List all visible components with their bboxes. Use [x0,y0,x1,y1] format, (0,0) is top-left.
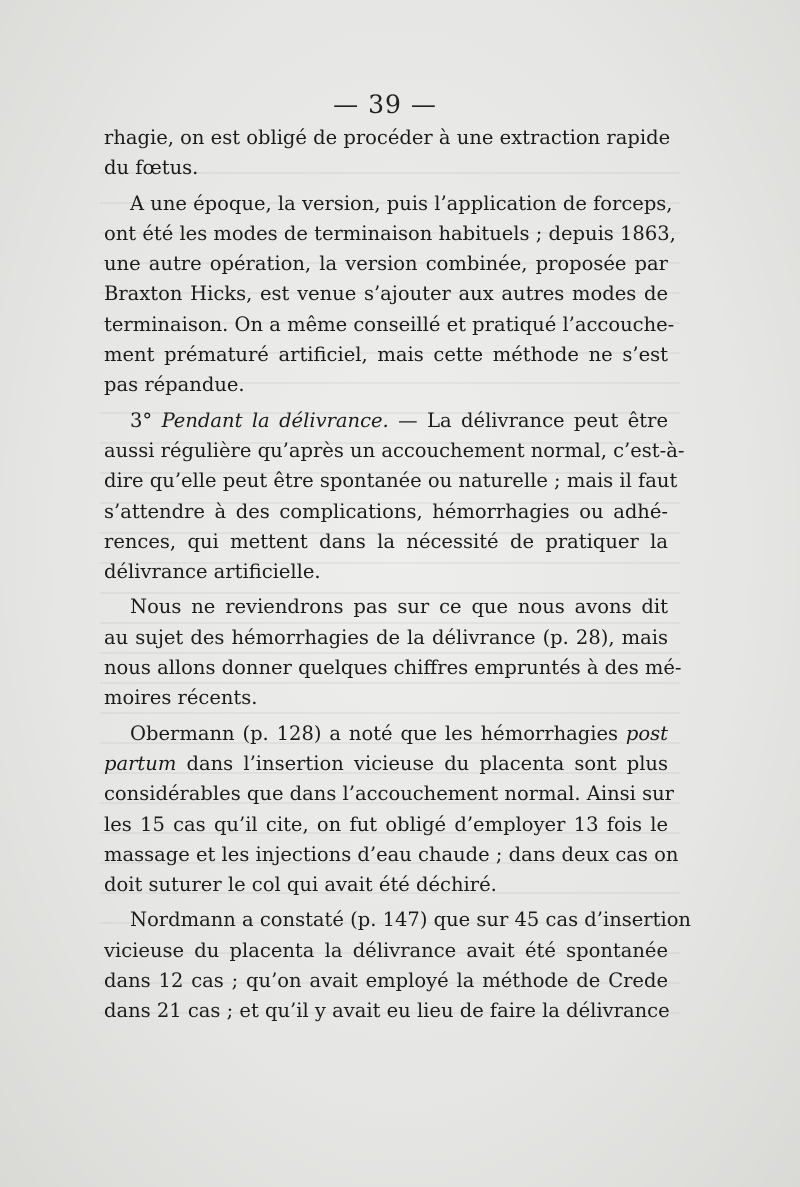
text-line: pas répandue. [104,373,245,397]
text-fragment: dans l’insertion vicieuse du placenta sont plus [176,751,668,775]
section-heading: Pendant la délivrance. [161,408,389,432]
section-number: 3° [130,408,162,432]
text-line: A une époque, la version, puis l’application de forceps, [130,191,673,215]
text-line [104,406,668,436]
paragraph-2 [104,189,676,401]
paragraph-4 [104,592,682,713]
italic-term: partum [104,751,177,775]
text-line: une autre opération, la version combinée, proposée par [104,252,668,276]
text-line: ment prématuré artificiel, mais cette méthode ne s’est [104,343,668,367]
text-line: considérables que dans l’accouchement normal. Ainsi sur [104,782,674,806]
text-line: du fœtus. [104,156,199,180]
paragraph-1 [104,123,671,184]
paragraph-5 [104,719,679,901]
text-line: Nous ne reviendrons pas sur ce que nous avons dit [130,595,668,619]
page-number: — 39 — [333,90,437,119]
text-fragment: Obermann (p. 128) a noté que les hémorrhagies [130,721,626,745]
text-line: délivrance artificielle. [104,560,321,584]
text-line: massage et les injections d’eau chaude ; dans deux cas on [104,842,679,866]
text-line: s’attendre à des complications, hémorrhagies ou adhé- [104,499,668,523]
text-line: au sujet des hémorrhagies de la délivrance (p. 28), mais [104,625,668,649]
body-text [104,123,691,1032]
text-line: dans 21 cas ; et qu’il y avait eu lieu de faire la délivrance [104,999,670,1023]
text-line [104,719,668,749]
text-line: les 15 cas qu’il cite, on fut obligé d’employer 13 fois le [104,812,668,836]
text-line: Nordmann a constaté (p. 147) que sur 45 cas d’insertion [130,908,691,932]
text-line: Braxton Hicks, est venue s’ajouter aux autres modes de [104,282,668,306]
text-line: dans 12 cas ; qu’on avait employé la méthode de Crede [104,969,668,993]
text-line: vicieuse du placenta la délivrance avait été spontanée [104,938,668,962]
text-line: aussi régulière qu’après un accouchement normal, c’est-à- [104,438,685,462]
text-line: ont été les modes de terminaison habituels ; depuis 1863, [104,221,676,245]
paragraph-3 [104,406,685,588]
text-line: dire qu’elle peut être spontanée ou naturelle ; mais il faut [104,469,678,493]
text-fragment: — La délivrance peut être [388,408,668,432]
text-line: terminaison. On a même conseillé et pratiqué l’accouche- [104,312,675,336]
text-line [104,749,668,779]
text-line: nous allons donner quelques chiffres empruntés à des mé- [104,656,682,680]
italic-term: post [625,721,668,745]
text-line: moires récents. [104,686,258,710]
text-line: rhagie, on est obligé de procéder à une extraction rapide [104,126,671,149]
text-line: rences, qui mettent dans la nécessité de pratiquer la [104,529,668,553]
paragraph-6 [104,905,691,1026]
text-line: doit suturer le col qui avait été déchiré. [104,873,497,897]
